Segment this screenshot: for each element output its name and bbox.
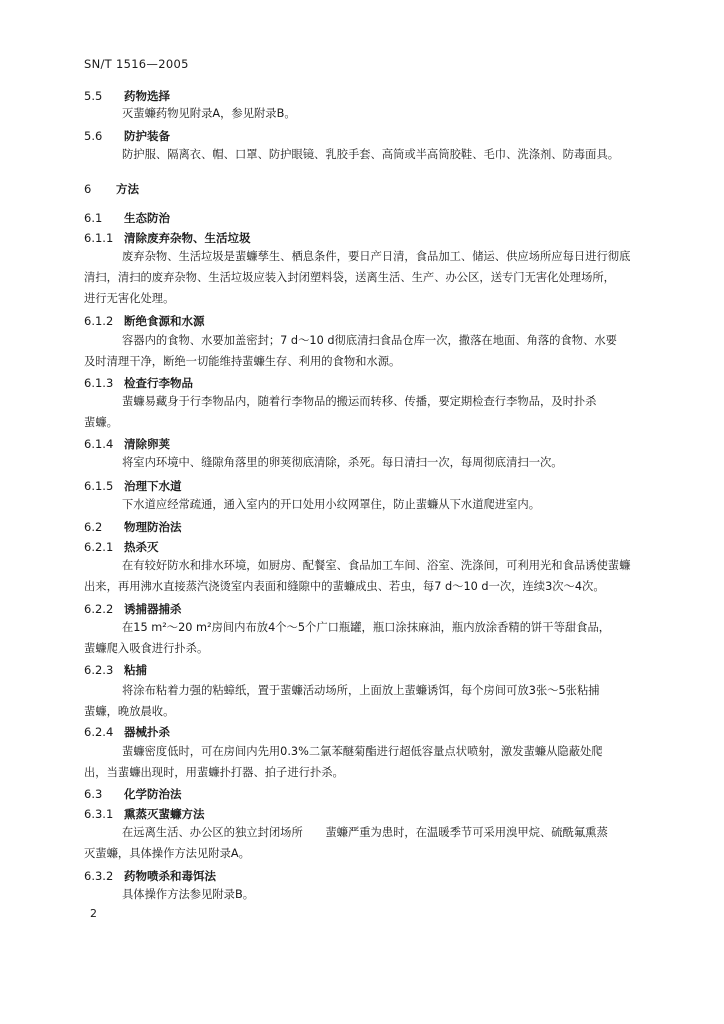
paragraph: [84, 330, 637, 372]
section-number: 6: [84, 182, 92, 196]
section-title: 断绝食源和水源: [124, 314, 205, 328]
paragraph: [84, 555, 637, 597]
section-heading: [84, 786, 182, 802]
section-title: 清除废弃杂物、生活垃圾: [124, 231, 251, 245]
section-title: 诱捕器捕杀: [124, 602, 182, 616]
paragraph: [84, 822, 637, 864]
section-title: 热杀灭: [124, 540, 159, 554]
section-title: 生态防治: [124, 211, 170, 225]
section-title: 粘捕: [124, 663, 147, 677]
section-heading: [84, 662, 147, 678]
section-heading: [84, 519, 182, 535]
paragraph-line: 在远离生活、办公区的独立封闭场所 蜚蠊严重为患时，在温暖季节可采用溴甲烷、硫酰氟熏蒸: [122, 826, 608, 839]
paragraph-line: 将室内环境中、缝隙角落里的卵荚彻底清除，杀死。每日清扫一次，每周彻底清扫一次。: [122, 456, 563, 469]
section-title: 熏蒸灭蜚蠊方法: [124, 807, 205, 821]
paragraph: [84, 617, 637, 659]
paragraph: [84, 452, 637, 473]
section-number: 6.1.3: [84, 376, 114, 390]
paragraph-line: 防护服、隔离衣、帽、口罩、防护眼镜、乳胶手套、高筒或半高筒胶鞋、毛巾、洗涤剂、防毒面具。: [122, 148, 620, 161]
section-title: 器械扑杀: [124, 725, 170, 739]
paragraph-line: 灭蜚蠊，具体操作方法见附录A。: [84, 847, 250, 860]
section-heading: [84, 868, 216, 884]
section-number: 6.3: [84, 787, 103, 801]
section-title: 化学防治法: [124, 787, 182, 801]
section-title: 药物喷杀和毒饵法: [124, 869, 216, 883]
section-number: 6.3.2: [84, 869, 114, 883]
section-number: 6.1.2: [84, 314, 114, 328]
paragraph-line: 灭蜚蠊药物见附录A，参见附录B。: [122, 107, 296, 120]
section-heading: [84, 806, 205, 822]
section-number: 6.1.5: [84, 479, 114, 493]
section-number: 6.1.1: [84, 231, 114, 245]
paragraph-line: 蜚蠊密度低时，可在房间内先用0.3%二氯苯醚菊酯进行超低容量点状喷射，激发蜚蠊从隐蔽处爬: [122, 745, 603, 758]
paragraph: [84, 144, 637, 165]
section-heading: [84, 601, 182, 617]
paragraph-line: 蜚蠊，晚放晨收。: [84, 705, 175, 718]
section-heading: [84, 539, 159, 555]
paragraph: [84, 494, 637, 515]
paragraph-line: 蜚蠊。: [84, 416, 118, 429]
paragraph-line: 在有较好防水和排水环境，如厨房、配餐室、食品加工车间、浴室、洗涤间，可利用光和食品诱使蜚蠊: [122, 559, 631, 572]
section-heading: [84, 210, 170, 226]
paragraph: [84, 741, 637, 783]
paragraph-line: 出来，再用沸水直接蒸汽浇烫室内表面和缝隙中的蜚蠊成虫、若虫，每7 d～10 d一次，连续3次～4次。: [84, 580, 605, 593]
section-number: 6.2.4: [84, 725, 114, 739]
section-heading: [84, 724, 170, 740]
section-number: 5.6: [84, 129, 103, 143]
section-heading: [84, 313, 205, 329]
section-heading: [84, 478, 182, 494]
paragraph-line: 清扫，清扫的废弃杂物、生活垃圾应装入封闭塑料袋，送离生活、生产、办公区，送专门无害化处理场所，: [84, 271, 615, 284]
paragraph-line: 将涂布粘着力强的粘蟑纸，置于蜚蠊活动场所，上面放上蜚蠊诱饵，每个房间可放3张～5张粘捕: [122, 684, 600, 697]
section-title: 药物选择: [124, 89, 170, 103]
section-heading: [84, 128, 170, 144]
section-number: 6.2: [84, 520, 103, 534]
section-heading: [84, 375, 193, 391]
paragraph: [84, 246, 637, 309]
paragraph-line: 蜚蠊爬入吸食进行扑杀。: [84, 642, 209, 655]
section-number: 5.5: [84, 89, 103, 103]
paragraph: [84, 884, 637, 905]
paragraph-line: 出，当蜚蠊出现时，用蜚蠊扑打器、拍子进行扑杀。: [84, 766, 344, 779]
section-title: 治理下水道: [124, 479, 182, 493]
paragraph-line: 容器内的食物、水要加盖密封；7 d～10 d彻底清扫食品仓库一次，撒落在地面、角落的食物、水要: [122, 334, 617, 347]
paragraph-line: 废弃杂物、生活垃圾是蜚蠊孳生、栖息条件，要日产日清，食品加工、储运、供应场所应每日进行彻底: [122, 250, 631, 263]
section-title: 方法: [116, 182, 139, 196]
paragraph: [84, 391, 637, 433]
section-title: 防护装备: [124, 129, 170, 143]
section-title: 清除卵荚: [124, 437, 170, 451]
chapter-heading: [84, 181, 139, 197]
section-number: 6.3.1: [84, 807, 114, 821]
paragraph-line: 下水道应经常疏通，通入室内的开口处用小纹网罩住，防止蜚蠊从下水道爬进室内。: [122, 498, 540, 511]
paragraph: [84, 680, 637, 722]
standard-header: SN/T 1516—2005: [84, 57, 189, 71]
section-heading: [84, 230, 251, 246]
section-number: 6.2.1: [84, 540, 114, 554]
paragraph-line: 在15 m²～20 m²房间内布放4个～5个广口瓶罐，瓶口涂抹麻油，瓶内放涂香精的饼干等甜食品，: [122, 621, 611, 634]
section-title: 物理防治法: [124, 520, 182, 534]
page-number: 2: [90, 907, 97, 920]
paragraph-line: 具体操作方法参见附录B。: [122, 888, 255, 901]
section-heading: [84, 88, 170, 104]
paragraph-line: 及时清理干净，断绝一切能维持蜚蠊生存、利用的食物和水源。: [84, 355, 401, 368]
section-title: 检查行李物品: [124, 376, 193, 390]
section-number: 6.1: [84, 211, 103, 225]
section-heading: [84, 436, 170, 452]
paragraph: [84, 103, 637, 124]
section-number: 6.1.4: [84, 437, 114, 451]
paragraph-line: 进行无害化处理。: [84, 292, 175, 305]
section-number: 6.2.2: [84, 602, 114, 616]
section-number: 6.2.3: [84, 663, 114, 677]
paragraph-line: 蜚蠊易藏身于行李物品内，随着行李物品的搬运而转移、传播，要定期检查行李物品，及时扑杀: [122, 395, 597, 408]
